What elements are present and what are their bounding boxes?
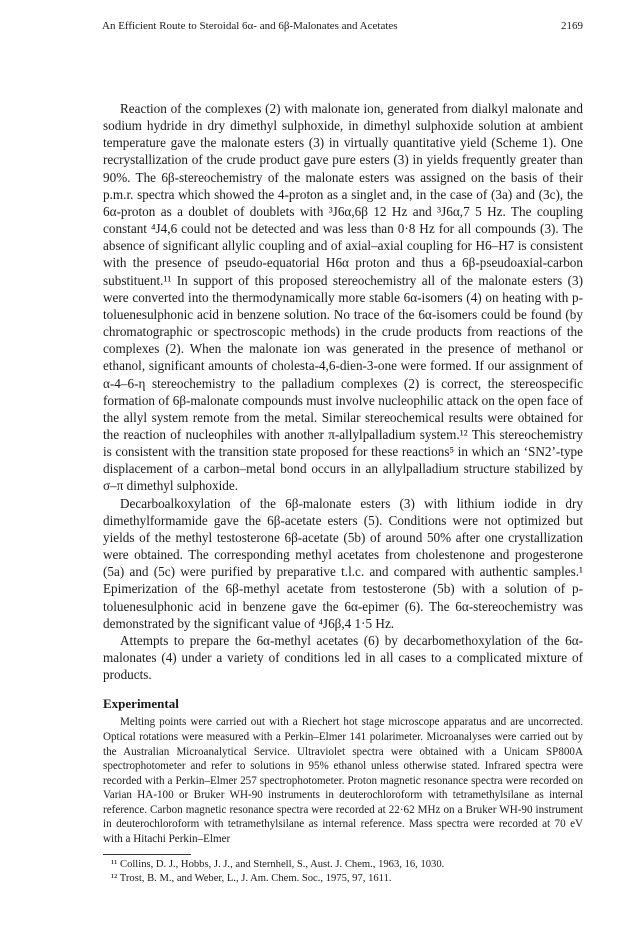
article-body — [103, 100, 583, 886]
footnote-rule — [103, 854, 191, 855]
body-paragraph-3: Attempts to prepare the 6α-methyl acetates (6) by decarbomethoxylation of the 6α-malonates (4) under a variety of conditions led in all cases to a complicated mixture of products. — [103, 632, 583, 683]
experimental-paragraph: Melting points were carried out with a Riechert hot stage microscope apparatus and are uncorrected. Optical rotations were measured with a Perkin–Elmer 141 polarimeter. Microanalyses were carried out by the Australian Microanalytical Service. Ultraviolet spectra were obtained with a Unicam SP800A spectrophotometer and refer to solutions in 95% ethanol unless otherwise stated. Infrared spectra were recorded with a Perkin–Elmer 257 spectrophotometer. Proton magnetic resonance spectra were recorded on Varian HA-100 or Bruker WH-90 instruments in deuterochloroform with tetramethylsilane as internal reference. Carbon magnetic resonance spectra were recorded at 22·62 MHz on a Bruker WH-90 instrument in deuterochloroform with tetramethylsilane as internal reference. Mass spectra were recorded at 70 eV with a Hitachi Perkin–Elmer — [103, 716, 583, 846]
running-head — [102, 20, 583, 36]
footnote-11: ¹¹ Collins, D. J., Hobbs, J. J., and Sternhell, S., Aust. J. Chem., 1963, 16, 1030. — [111, 858, 445, 870]
running-head-title: An Efficient Route to Steroidal 6α- and 6β-Malonates and Acetates — [102, 20, 398, 32]
section-heading-experimental: Experimental — [103, 696, 179, 712]
footnote-12: ¹² Trost, B. M., and Weber, L., J. Am. Chem. Soc., 1975, 97, 1611. — [111, 872, 392, 884]
page-number: 2169 — [561, 20, 583, 32]
body-paragraph-2: Decarboalkoxylation of the 6β-malonate esters (3) with lithium iodide in dry dimethylformamide gave the 6β-acetate esters (5). Conditions were not optimized but yields of the methyl testosterone 6β-acetate (5b) of around 50% after one crystallization were obtained. The corresponding methyl acetates from cholestenone and progesterone (5a) and (5c) were purified by preparative t.l.c. and compared with authentic samples.¹ Epimerization of the 6β-methyl acetate from testosterone (5b) with a solution of p-toluenesulphonic acid in benzene gave the 6α-epimer (6). The 6α-stereochemistry was demonstrated by the significant value of ⁴J6β,4 1·5 Hz. — [103, 495, 583, 631]
body-paragraph-1: Reaction of the complexes (2) with malonate ion, generated from dialkyl malonate and sodium hydride in dry dimethyl sulphoxide, in dimethyl sulphoxide solution at ambient temperature gave the malonate esters (3) in virtually quantitative yield (Scheme 1). One recrystallization of the crude product gave pure esters (3) in yields frequently greater than 90%. The 6β-stereochemistry of the malonate esters was assigned on the basis of their p.m.r. spectra which showed the 4-proton as a singlet and, in the case of (3a) and (3c), the 6α-proton as a doublet of doublets with ³J6α,6β 12 Hz and ³J6α,7 5 Hz. The coupling constant ⁴J4,6 could not be detected and was less than 0·8 Hz for all compounds (3). The absence of significant allylic coupling and of axial–axial coupling for H6–H7 is consistent with the presence of pseudo-equatorial H6α proton and thus a 6β-pseudoaxial-carbon substituent.¹¹ In support of this proposed stereochemistry all of the malonate esters (3) were converted into the thermodynamically more stable 6α-isomers (4) on heating with p-toluenesulphonic acid in benzene solution. No trace of the 6α-isomers could be found (by chromatographic or spectroscopic methods) in the crude products from reactions of the complexes (2). When the malonate ion was generated in the presence of methanol or ethanol, significant amounts of cholesta-4,6-dien-3-one were formed. If our assignment of α-4–6-η stereochemistry to the palladium complexes (2) is correct, the stereospecific formation of 6β-malonate compounds must involve nucleophilic attack on the open face of the allyl system remote from the metal. Similar stereochemical results were obtained for the reaction of nucleophiles with another π-allylpalladium system.¹² This stereochemistry is consistent with the transition state proposed for these reactions⁵ in which an ‘SN2’-type displacement of a carbon–metal bond occurs in an allylpalladium structure stabilized by σ–π dimethyl sulphoxide. — [103, 101, 583, 494]
